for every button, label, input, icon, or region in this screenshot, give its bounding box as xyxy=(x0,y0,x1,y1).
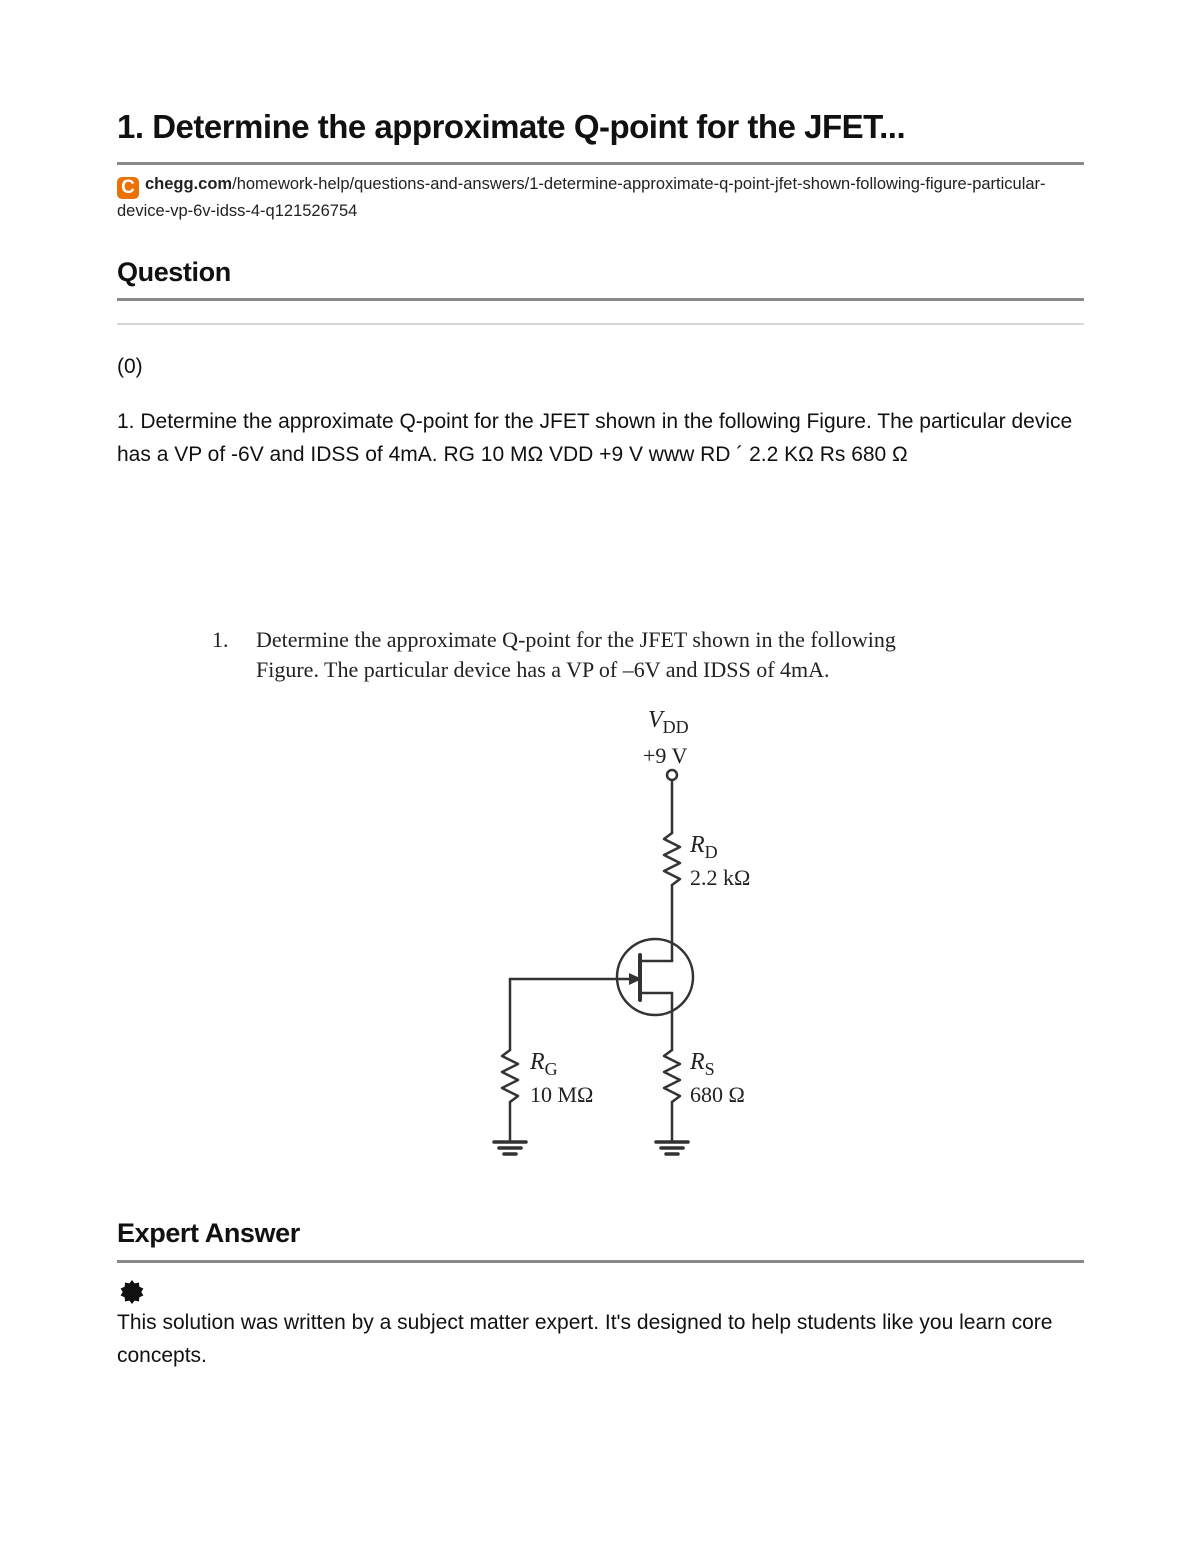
title-divider xyxy=(117,162,1084,165)
rd-label: $R_D$ xyxy=(690,832,718,862)
source-domain: chegg.com xyxy=(145,175,233,193)
vdd-label: $V_{DD}$ xyxy=(648,707,689,737)
figure-line-1: Determine the approximate Q-point for the JFET shown in the following xyxy=(256,627,896,652)
question-rating: (0) xyxy=(117,355,143,378)
source-path: /homework-help/questions-and-answers/1-determine-approximate-q-point-jfet-shown-following-figure-particular-device-vp-6v-idss-4-q121526754 xyxy=(117,175,1046,220)
question-heading: Question xyxy=(117,257,231,287)
rg-value: 10 MΩ xyxy=(530,1082,594,1107)
rs-ground-symbol xyxy=(656,1142,688,1154)
rd-resistor-symbol xyxy=(664,833,680,885)
rs-value: 680 Ω xyxy=(690,1082,745,1107)
question-figure xyxy=(212,615,1032,1175)
expert-badge-icon xyxy=(120,1280,144,1304)
jfet-circuit-diagram xyxy=(212,615,1032,1175)
expert-answer-note: This solution was written by a subject matter expert. It's designed to help students like you learn core concepts. xyxy=(117,1311,1053,1367)
vdd-terminal xyxy=(667,770,677,780)
rg-resistor-symbol xyxy=(502,1050,518,1102)
page-title: 1. Determine the approximate Q-point for the JFET... xyxy=(117,108,906,145)
jfet-symbol xyxy=(617,939,693,1015)
rd-value: 2.2 kΩ xyxy=(690,865,751,890)
rs-resistor-symbol xyxy=(664,1050,680,1102)
source-link[interactable] xyxy=(117,172,1084,224)
rg-ground-symbol xyxy=(494,1142,526,1154)
vdd-value: +9 V xyxy=(643,743,688,768)
figure-number: 1. xyxy=(212,627,229,652)
expert-answer-heading: Expert Answer xyxy=(117,1218,300,1248)
answer-divider xyxy=(117,1260,1084,1263)
question-divider xyxy=(117,298,1084,301)
chegg-logo-icon: C xyxy=(117,177,139,199)
question-subdivider xyxy=(117,323,1084,325)
rs-label: $R_S$ xyxy=(690,1049,715,1079)
question-body: 1. Determine the approximate Q-point for the JFET shown in the following Figure. The particular device has a VP of -6V and IDSS of 4mA. RG 10 MΩ VDD +9 V www RD ´ 2.2 KΩ Rs 680 Ω xyxy=(117,410,1073,466)
rg-label: $R_G$ xyxy=(530,1049,558,1079)
figure-line-2: Figure. The particular device has a VP of –6V and IDSS of 4mA. xyxy=(256,657,830,682)
